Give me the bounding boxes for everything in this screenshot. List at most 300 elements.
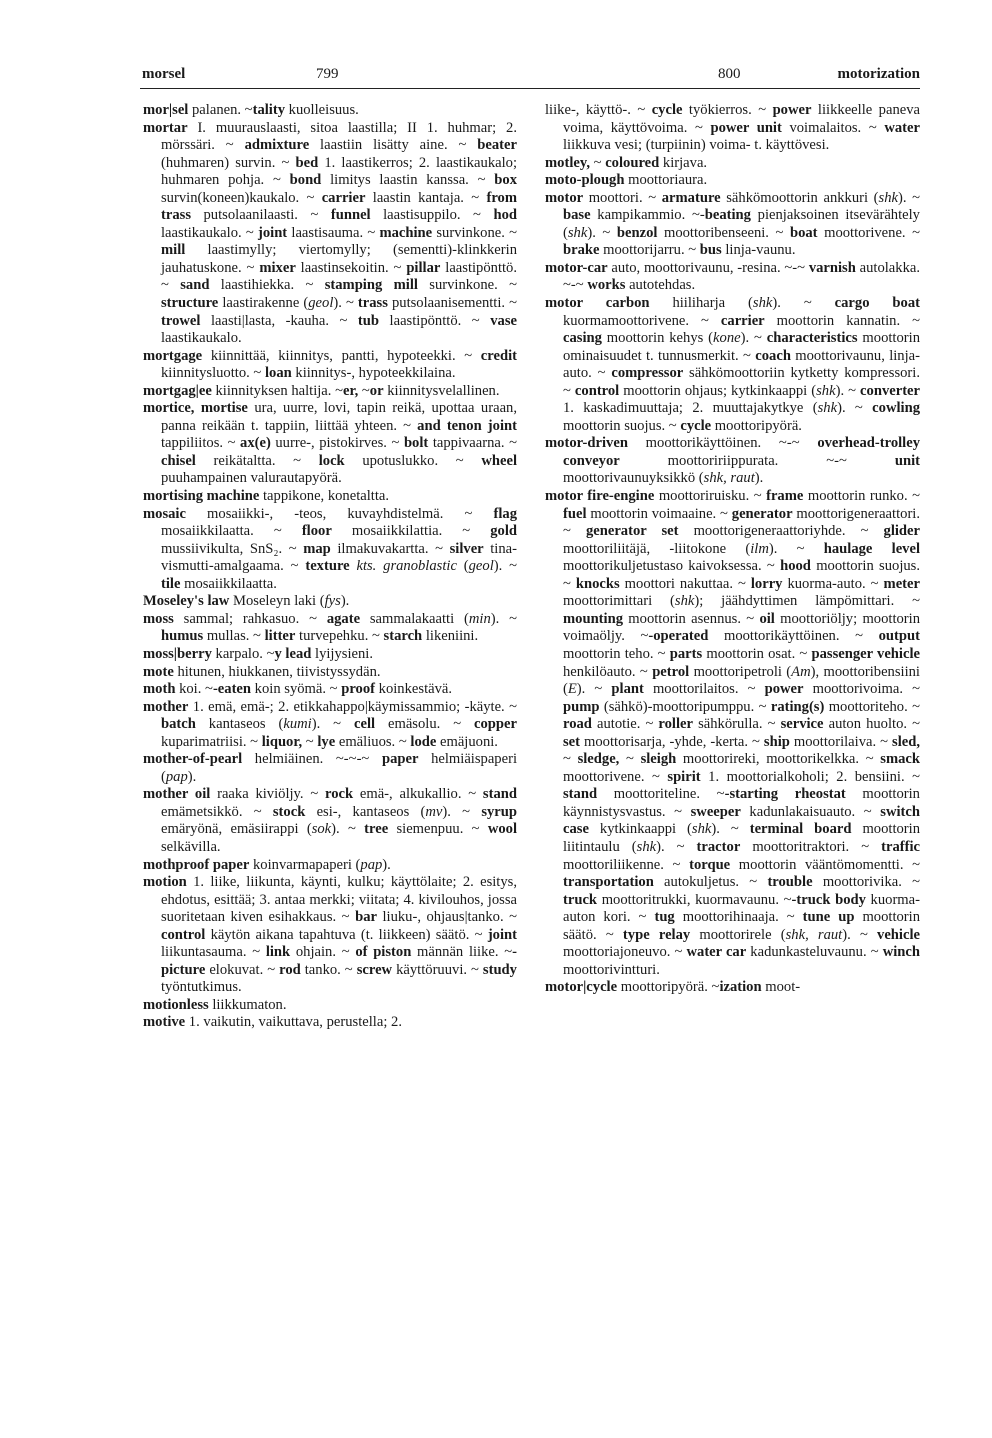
dictionary-entry <box>545 260 920 295</box>
sub-entry: lock <box>318 452 345 469</box>
definition-text: moottorin vääntömomentti. ~ <box>730 856 920 873</box>
definition-text: ). ~ <box>837 400 873 417</box>
definition-text: moottorin kannatin. ~ <box>764 312 920 329</box>
definition-text: ( <box>456 558 469 575</box>
headword: mortar <box>143 119 188 136</box>
definition-text: sähkömoottoriin kytketty kompressori. ~ <box>563 365 920 399</box>
headword: moto-plough <box>545 172 625 189</box>
field-label: kumi <box>283 716 312 733</box>
definition-text: moottorin kehys ( <box>601 330 714 347</box>
sub-entry: lode <box>410 733 437 750</box>
sub-entry: syrup <box>481 803 518 820</box>
sub-entry: carrier <box>720 312 765 329</box>
dictionary-entry <box>143 664 517 682</box>
definition-text: tappikone, konetaltta. <box>259 488 390 505</box>
definition-text: liuku-, ohjaus|tanko. ~ <box>376 909 517 926</box>
definition-text: mullas. ~ <box>203 628 265 645</box>
sub-entry: road <box>563 716 592 733</box>
field-label: geol <box>308 295 334 312</box>
dictionary-entry <box>143 400 517 488</box>
sub-entry: -truck body <box>791 891 866 908</box>
definition-text: emäsolu. ~ <box>375 716 475 733</box>
definition-text: moottorin runko. ~ <box>803 488 920 505</box>
sub-entry: roller <box>658 716 693 733</box>
definition-text: työkierros. ~ <box>682 102 773 118</box>
definition-text: moottorikuljetustaso kaivoksessa. ~ <box>563 558 781 575</box>
sub-entry: study <box>482 961 517 978</box>
sub-entry: bar <box>355 909 377 926</box>
sub-entry: credit <box>480 347 517 364</box>
field-label: shk <box>817 400 838 417</box>
definition-text: kytkinkaappi ( <box>588 821 692 838</box>
definition-text: ). ~ <box>842 926 878 943</box>
field-label: pap <box>165 768 188 785</box>
definition-text: moot- <box>761 979 801 996</box>
sub-entry: knocks <box>575 575 620 592</box>
sub-entry: screw <box>356 961 393 978</box>
sub-entry: texture <box>305 558 350 575</box>
sub-entry: water car <box>686 944 747 961</box>
sub-entry: beating <box>704 207 751 224</box>
definition-text: auton huolto. ~ <box>823 716 921 733</box>
dictionary-entry <box>545 190 920 260</box>
definition-text: koin syömä. ~ <box>251 681 342 698</box>
dictionary-entry <box>143 611 517 646</box>
sub-entry: wheel <box>481 452 517 469</box>
definition-text: moottoriruisku. ~ <box>654 488 767 505</box>
sub-entry: works <box>587 277 626 294</box>
sub-entry: floor <box>301 523 332 540</box>
definition-text: moottorigeneraattoriyhde. ~ <box>678 523 884 540</box>
sub-entry: flag <box>493 505 517 522</box>
definition-text: puuhampainen valurautapyörä. <box>161 470 342 487</box>
left-column <box>143 102 517 1032</box>
definition-text: ). ~ <box>897 189 920 206</box>
field-label: kone <box>713 330 741 347</box>
sub-entry: meter <box>883 575 920 592</box>
definition-text: ). <box>382 856 391 873</box>
definition-text: ). ~ <box>587 224 617 241</box>
definition-text: ); jäähdyttimen lämpömittari. ~ <box>694 593 920 610</box>
definition-text: ). ~ <box>711 821 750 838</box>
definition-text: ~ <box>563 751 578 768</box>
sub-entry: gold <box>490 523 518 540</box>
definition-text: kadunkasteluvaunu. ~ <box>746 944 883 961</box>
definition-text: (huhmaren) survin. ~ <box>161 154 296 171</box>
dictionary-entry <box>143 857 517 875</box>
field-label: shk <box>674 593 695 610</box>
sub-entry: set <box>563 733 581 750</box>
definition-text: laastihiekka. ~ <box>209 277 325 294</box>
definition-text: laastimylly; viertomylly; (sementti)-klinkkerin jauhatuskone. ~ <box>161 242 517 276</box>
definition-text: ). <box>340 593 350 610</box>
sub-entry: frame <box>766 488 804 505</box>
right-column <box>545 102 920 997</box>
sub-entry: trowel <box>161 312 201 329</box>
definition-text: moottorivika. ~ <box>812 874 921 891</box>
sub-entry: -eaten <box>212 681 252 698</box>
sub-entry: loan <box>264 365 292 382</box>
sub-entry: truck <box>563 891 598 908</box>
definition-text: ). ~ <box>772 295 835 312</box>
definition-text: ), moottoribensiini ( <box>563 663 920 698</box>
sub-entry: trouble <box>767 874 813 891</box>
definition-text: moottorimittari ( <box>563 593 675 610</box>
field-label: min <box>468 610 491 627</box>
sub-entry: carrier <box>321 189 366 206</box>
sub-entry: map <box>303 540 331 557</box>
sub-entry: tug <box>654 909 675 926</box>
definition-text: 1. liike, liikunta, käynti, kulku; käyttölaite; 2. esitys, ehdotus, esittää; 3. antaa merkki; viitata; 4. kivilouhos, jossa suoritetaan kiven esihakkaus. ~ <box>161 874 517 926</box>
definition-text: turvepehku. ~ <box>295 628 384 645</box>
sub-entry: spirit <box>667 768 701 785</box>
sub-entry: litter <box>264 628 296 645</box>
definition-text: moottorin voimaaine. ~ <box>586 505 732 522</box>
sub-entry: fuel <box>563 505 587 522</box>
definition-text: ~ <box>590 154 606 171</box>
definition-text: ura, uurre, lovi, tapin reikä, upottaa uraan, panna reikään t. tappiin, liittää yhteen. ~ <box>161 400 517 434</box>
definition-text: 1. emä, emä-; 2. etikkahappo|käymissammio; -käyte. ~ <box>188 698 517 715</box>
definition-text: moottorikäyttöinen. ~ <box>708 628 879 645</box>
headword: mother-of-pearl <box>143 751 243 768</box>
sub-entry: of piston <box>355 944 412 961</box>
definition-text: tappiliitos. ~ <box>161 435 241 452</box>
sub-entry: ax(e) <box>240 435 271 452</box>
definition-text: upotuslukko. ~ <box>344 452 482 469</box>
definition-text: moottorihinaaja. ~ <box>674 909 803 926</box>
sub-entry: cell <box>353 716 376 733</box>
field-label: shk <box>636 838 657 855</box>
definition-text: hitunen, hiukkanen, tiivistyssydän. <box>173 663 381 680</box>
sub-entry: oil <box>759 610 775 627</box>
definition-text: moottoripyörä. ~ <box>617 979 720 996</box>
sub-entry: trass <box>357 295 388 312</box>
sub-entry: starch <box>383 628 423 645</box>
definition-text: moottorin liitintaulu ( <box>563 821 921 855</box>
sub-entry: bus <box>699 242 722 259</box>
definition-text: (sähkö)-moottoripumppu. ~ <box>599 698 771 715</box>
headword: mortgag|ee <box>143 382 212 399</box>
definition-text: moottorin säätö. ~ <box>563 909 921 943</box>
definition-text: moottoriaura. <box>624 172 708 189</box>
definition-text: moottoriajoneuvo. ~ <box>563 944 687 961</box>
sub-entry: bond <box>289 172 322 189</box>
dictionary-entry <box>143 681 517 699</box>
sub-entry: generator set <box>585 523 679 540</box>
dictionary-entry <box>545 102 920 155</box>
definition-text: moottorin ominaisuudet t. tunnusmerkit. ~ <box>563 330 920 364</box>
sub-entry: rock <box>325 786 354 803</box>
sub-entry: brake <box>563 242 600 259</box>
sub-entry: admixture <box>244 137 310 154</box>
definition-text: sammalakaatti ( <box>360 610 469 627</box>
sub-entry: stand <box>482 786 517 803</box>
sub-entry: -picture <box>161 944 518 978</box>
definition-text: moottoririippurata. ~-~ <box>619 452 895 469</box>
sub-entry: control <box>161 926 206 943</box>
definition-text: emämetsikkö. ~ <box>161 803 273 820</box>
sub-entry: petrol <box>652 663 690 680</box>
definition-text: laastinsekoitin. ~ <box>295 259 407 276</box>
definition-text: ilmakuvakartta. ~ <box>330 540 450 557</box>
definition-text: kadunlakaisuauto. ~ <box>740 803 881 820</box>
definition-text: Moseleyn laki ( <box>229 593 325 610</box>
sub-entry: ization <box>719 979 762 996</box>
dictionary-entry <box>143 874 517 997</box>
dictionary-entry <box>143 102 517 120</box>
sub-entry: cycle <box>651 102 683 118</box>
sub-entry: mill <box>161 242 186 259</box>
definition-text: laastipönttö. ~ <box>379 312 491 329</box>
definition-text: käytön aikana tapahtuva (t. liikkeen) säätö. ~ <box>205 926 488 943</box>
definition-text: mosaiikkilaatta. <box>180 575 277 592</box>
sub-entry: traffic <box>881 838 920 855</box>
dictionary-entry <box>143 348 517 383</box>
definition-text: moottorireki, moottorikelkka. ~ <box>676 751 881 768</box>
definition-text: ). ~ <box>331 821 365 838</box>
field-label: Am <box>791 663 811 680</box>
definition-text: laasti|lasta, -kauha. ~ <box>200 312 358 329</box>
headword: Moseley's law <box>143 593 230 610</box>
definition-text: moottorilaitos. ~ <box>643 681 765 698</box>
definition-text: moottorijarru. ~ <box>599 242 700 259</box>
field-label: ilm <box>750 540 769 557</box>
headword: motive <box>143 1014 186 1031</box>
definition-text: kiinnittää, kiinnitys, pantti, hypoteekki. ~ <box>202 347 481 364</box>
definition-text: auto, moottorivaunu, -resina. ~-~ <box>607 259 809 276</box>
definition-text: ). ~ <box>835 382 861 399</box>
headword: moss <box>143 610 174 627</box>
headword: mosaic <box>143 505 186 522</box>
headword: mortising machine <box>143 488 260 505</box>
sub-entry: pillar <box>406 259 441 276</box>
definition-text: moottorin teho. ~ <box>563 645 670 662</box>
sub-entry: armature <box>661 189 721 206</box>
headword: mote <box>143 663 174 680</box>
definition-text: 1. kaskadimuuttaja; 2. muuttajakytkye ( <box>563 400 818 417</box>
headword: mothproof paper <box>143 856 250 873</box>
definition-text: sammal; rahkasuo. ~ <box>173 610 327 627</box>
dictionary-entry <box>143 646 517 664</box>
dictionary-entry <box>143 1014 517 1032</box>
definition-text: moottorikäyttöinen. ~-~ <box>627 435 818 452</box>
sub-entry: agate <box>326 610 361 627</box>
dictionary-entry <box>143 593 517 611</box>
definition-text: moottorisarja, -yhde, -kerta. ~ <box>580 733 764 750</box>
left-guide-word: morsel <box>142 66 186 82</box>
sub-entry: sleigh <box>640 751 677 768</box>
definition-text: moottorilaiva. ~ <box>789 733 893 750</box>
sub-entry: tub <box>357 312 380 329</box>
definition-text: autotehdas. <box>625 277 696 294</box>
definition-text: laastisuppilo. ~ <box>370 207 494 224</box>
definition-text: 1. moottorialkoholi; 2. bensiini. ~ <box>700 768 920 785</box>
headword: mortice, mortise <box>143 400 248 417</box>
definition-text: kantaseos ( <box>195 716 284 733</box>
definition-text: palanen. ~ <box>188 102 253 118</box>
sub-entry: switch case <box>563 803 920 838</box>
definition-text: kiinnitysluotto. ~ <box>161 365 265 382</box>
headword: moss|berry <box>143 645 212 662</box>
sub-entry: cargo boat <box>834 295 920 312</box>
definition-text: moottorivene. ~ <box>817 224 921 241</box>
field-label: fys <box>324 593 341 610</box>
dictionary-entry <box>143 506 517 594</box>
definition-text: helmiäinen. ~-~-~ <box>242 751 382 768</box>
sub-entry: base <box>563 207 591 224</box>
sub-entry: benzol <box>616 224 658 241</box>
sub-entry: liquor, <box>261 733 303 750</box>
definition-text: likeniini. <box>422 628 479 645</box>
definition-text: selkävilla. <box>161 838 221 855</box>
definition-text: elokuvat. ~ <box>205 961 280 978</box>
sub-entry: hod <box>493 207 517 224</box>
definition-text: autotie. ~ <box>591 716 659 733</box>
definition-text: pienjaksoinen itsevärähtely ( <box>563 207 920 241</box>
definition-text: koinvarmapaperi ( <box>249 856 361 873</box>
definition-text: männän liike. ~ <box>411 944 513 961</box>
definition-text: raaka kiviöljy. ~ <box>210 786 325 803</box>
right-guide-word: motorization <box>837 66 920 82</box>
sub-entry: sweeper <box>690 803 741 820</box>
sub-entry: generator <box>731 505 793 522</box>
sub-entry: batch <box>161 716 196 733</box>
sub-entry: parts <box>669 645 703 662</box>
sub-entry: funnel <box>330 207 371 224</box>
definition-text: emäliuos. ~ <box>335 733 411 750</box>
sub-entry: lorry <box>750 575 783 592</box>
definition-text: mosaiikkilattia. ~ <box>331 523 491 540</box>
definition-text: laastikaukalo. ~ <box>161 224 258 241</box>
sub-entry: er, <box>342 382 359 399</box>
definition-text: 1. vaikutin, vaikuttava, perustella; 2. <box>185 1014 402 1031</box>
definition-text: kuparimatriisi. ~ <box>161 733 262 750</box>
definition-text: laastin kantaja. ~ <box>365 189 487 206</box>
sub-entry: haulage level <box>823 540 920 557</box>
sub-entry: rating(s) <box>770 698 825 715</box>
sub-entry: glider <box>883 523 921 540</box>
sub-entry: compressor <box>611 365 684 382</box>
sub-entry: transportation <box>563 874 654 891</box>
definition-text: moottorigeneraattori. ~ <box>563 505 921 540</box>
sub-entry: bolt <box>403 435 429 452</box>
definition-text: autolakka. ~-~ <box>563 259 920 294</box>
sub-entry: joint <box>257 224 288 241</box>
definition-text: ). ~ <box>576 681 612 698</box>
sub-entry: paper <box>381 751 419 768</box>
sub-entry: casing <box>563 330 602 347</box>
definition-text: linja-vaunu. <box>721 242 796 259</box>
headword: motor-driven <box>545 435 628 452</box>
headword: motion <box>143 874 187 891</box>
definition-text: emäryönä, emäsiirappi ( <box>161 821 312 838</box>
definition-text: laastiin lisätty aine. ~ <box>309 137 478 154</box>
sub-entry: humus <box>161 628 204 645</box>
definition-text: hiiliharja ( <box>649 295 753 312</box>
field-label: geol <box>468 558 494 575</box>
sub-entry: unit <box>894 452 920 469</box>
definition-text: ~ <box>302 733 318 750</box>
sub-entry: type relay <box>622 926 691 943</box>
dictionary-entry <box>545 155 920 173</box>
definition-text: moottoriteline. ~ <box>597 786 725 803</box>
definition-text: moottoripyörä. <box>711 417 802 434</box>
sub-entry: joint <box>487 926 517 943</box>
right-page-number: 800 <box>718 66 741 82</box>
definition-text: tina-vismutti-amalgaama. ~ <box>161 540 517 575</box>
sub-entry: tractor <box>696 838 741 855</box>
dictionary-entry <box>143 786 517 856</box>
sub-entry: winch <box>882 944 920 961</box>
sub-entry: characteristics <box>766 330 858 347</box>
definition-text: laastisauma. ~ <box>287 224 380 241</box>
field-label: mv <box>425 803 443 820</box>
headword: mor|sel <box>143 102 189 118</box>
definition-text: ). ~ <box>493 558 517 575</box>
definition-text: survinkone. ~ <box>417 277 518 294</box>
definition-text: moottoriöljy; moottorin voimaöljy. ~ <box>563 610 921 645</box>
definition-text: kampikammio. ~- <box>590 207 705 224</box>
definition-text: työntutkimus. <box>161 979 242 996</box>
dictionary-entry <box>545 488 920 979</box>
definition-text: ). ~ <box>740 330 767 347</box>
definition-text: moottoritraktori. ~ <box>740 838 882 855</box>
definition-text: ). ~ <box>311 716 354 733</box>
running-header <box>140 66 920 89</box>
definition-text: liikkumaton. <box>208 996 287 1013</box>
headword: motor <box>545 189 584 206</box>
sub-entry: sledge, <box>577 751 620 768</box>
left-page-number: 799 <box>316 66 339 82</box>
definition-text: moottorin osat. ~ <box>702 645 812 662</box>
headword: mortgage <box>143 347 203 364</box>
sub-entry: wool <box>487 821 518 838</box>
definition-text: moottorin asennus. ~ <box>623 610 760 627</box>
sub-entry: mixer <box>259 259 296 276</box>
sub-entry: passenger vehicle <box>811 645 920 662</box>
definition-text: mosaiikki-, -teos, kuvayhdistelmä. ~ <box>185 505 494 522</box>
sub-entry: structure <box>161 295 219 312</box>
definition-text: 1. laastikerros; 2. laastikaukalo; huhmaren pohja. ~ <box>161 154 518 189</box>
definition-text: moottorirele ( <box>690 926 786 943</box>
definition-text: esi-, kantaseos ( <box>305 803 426 820</box>
sub-entry: beater <box>477 137 517 154</box>
dictionary-entry <box>143 699 517 752</box>
sub-entry: tune up <box>802 909 855 926</box>
sub-entry: pump <box>563 698 600 715</box>
dictionary-entry <box>143 751 517 786</box>
dictionary-entry <box>545 979 920 997</box>
definition-text: I. muurauslaasti, sitoa laastilla; II 1. huhmar; 2. mörssäri. ~ <box>161 119 517 154</box>
definition-text: laastikaukalo. <box>161 330 242 347</box>
sub-entry: converter <box>860 382 921 399</box>
definition-text: moottori. ~ <box>583 189 662 206</box>
dictionary-entry <box>143 997 517 1015</box>
dictionary-entry <box>545 435 920 488</box>
definition-text: koi. ~ <box>175 681 213 698</box>
definition-text: putsolaanisementti. ~ <box>387 295 518 312</box>
definition-text: moottoriliitäjä, -liitokone ( <box>563 540 751 557</box>
sub-entry: service <box>780 716 824 733</box>
definition-text: emä-, alkukallio. ~ <box>353 786 483 803</box>
definition-text: moottoritrukki, kuormavaunu. ~ <box>597 891 792 908</box>
definition-text: karpalo. ~ <box>211 645 275 662</box>
definition-text: mussiivikulta, SnS₂. ~ <box>161 540 304 557</box>
definition-text: uurre-, pistokirves. ~ <box>270 435 404 452</box>
field-label: shk <box>752 295 773 312</box>
definition-text: helmiäispaperi ( <box>161 751 517 785</box>
field-label: kts. granoblastic <box>356 558 457 575</box>
